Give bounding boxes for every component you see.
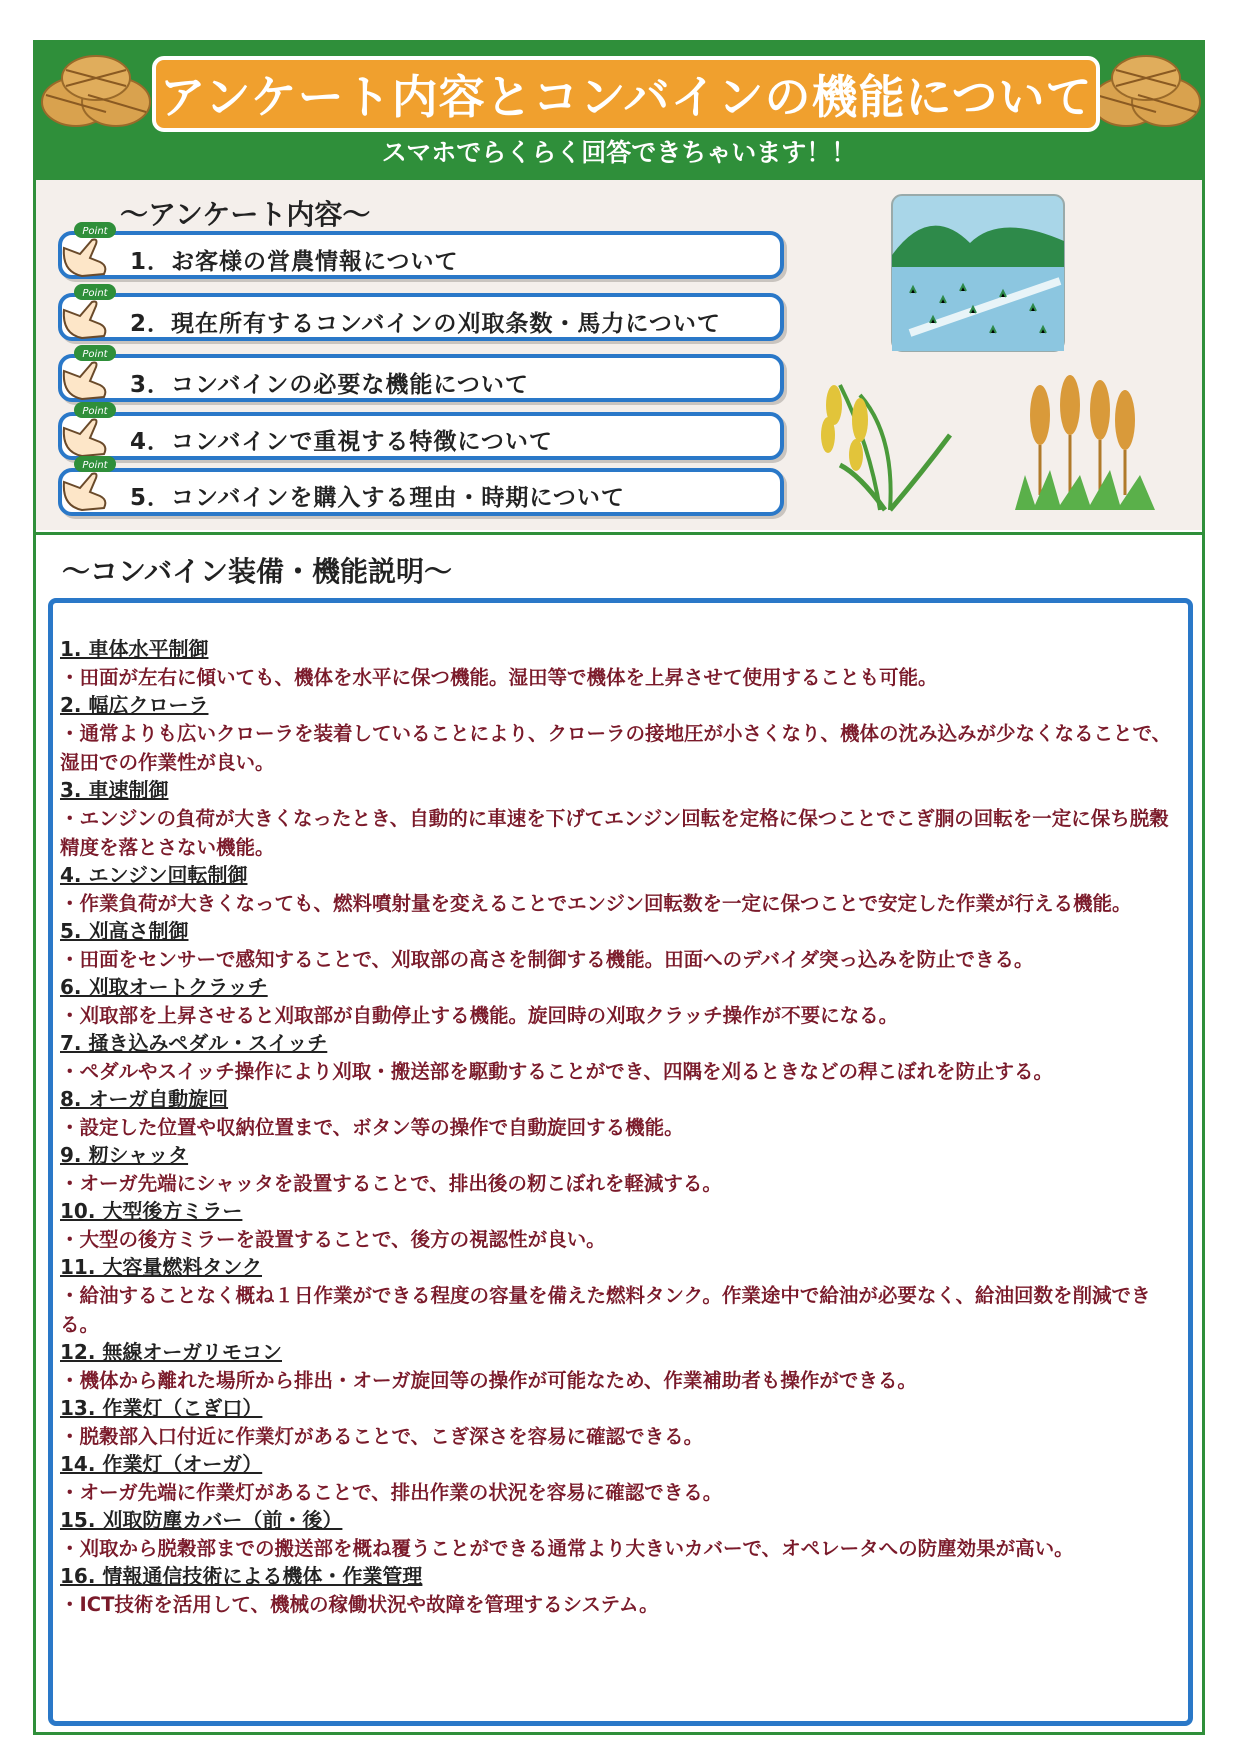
feature-title: 16. 情報通信技術による機体・作業管理 — [60, 1564, 423, 1588]
feature-title: 6. 刈取オートクラッチ — [60, 975, 268, 999]
survey-item-2: 2．現在所有するコンバインの刈取条数・馬力について — [130, 311, 721, 337]
feature-title: 7. 掻き込みペダル・スイッチ — [60, 1031, 328, 1055]
feature-description: ・田面が左右に傾いても、機体を水平に保つ機能。湿田等で機体を上昇させて使用することも可能。 — [60, 666, 938, 689]
svg-text:Point: Point — [82, 288, 108, 299]
feature-title: 8. オーガ自動旋回 — [60, 1087, 229, 1111]
hay-bale-right-illustration — [1086, 50, 1206, 130]
feature-description: ・田面をセンサーで感知することで、刈取部の高さを制御する機能。田面へのデバイダ突っ込みを防止できる。 — [60, 948, 1034, 971]
point-hand-icon — [54, 452, 124, 514]
feature-item — [60, 1198, 1180, 1254]
title-box — [152, 56, 1100, 132]
feature-description: ・刈取から脱穀部までの搬送部を概ね覆うことができる通常より大きいカバーで、オペレータへの防塵効果が高い。 — [60, 1537, 1074, 1560]
feature-description: ・脱穀部入口付近に作業灯があることで、こぎ深さを容易に確認できる。 — [60, 1425, 704, 1448]
feature-description: ・ICT技術を活用して、機械の稼働状況や故障を管理するシステム。 — [60, 1593, 659, 1616]
feature-title: 12. 無線オーガリモコン — [60, 1340, 282, 1364]
feature-item — [60, 1086, 1180, 1142]
feature-item — [60, 1395, 1180, 1451]
svg-text:Point: Point — [82, 406, 108, 417]
rice-plant-illustration — [800, 365, 970, 515]
wheat-illustration — [1010, 365, 1160, 515]
survey-item-1: 1．お客様の営農情報について — [130, 249, 459, 275]
svg-text:Point: Point — [82, 460, 108, 471]
feature-title: 5. 刈高さ制御 — [60, 919, 189, 943]
feature-item — [60, 974, 1180, 1030]
feature-item — [60, 1142, 1180, 1198]
svg-text:Point: Point — [82, 349, 108, 360]
survey-item-4: 4．コンバインで重視する特徴について — [130, 429, 553, 455]
feature-item — [60, 1451, 1180, 1507]
rice-paddy-illustration — [890, 193, 1066, 353]
feature-title: 13. 作業灯（こぎ口） — [60, 1396, 263, 1420]
svg-text:Point: Point — [82, 226, 108, 237]
feature-description: ・設定した位置や収納位置まで、ボタン等の操作で自動旋回する機能。 — [60, 1116, 684, 1139]
page-subtitle: スマホでらくらく回答できちゃいます！！ — [381, 138, 857, 167]
feature-description: ・通常よりも広いクローラを装着していることにより、クローラの接地圧が小さくなり、機体の沈み込みが少なくなることで、湿田での作業性が良い。 — [60, 722, 1172, 774]
feature-description: ・ペダルやスイッチ操作により刈取・搬送部を駆動することができ、四隅を刈るときなどの稈こぼれを防止する。 — [60, 1060, 1053, 1083]
feature-title: 4. エンジン回転制御 — [60, 863, 248, 887]
feature-title: 1. 車体水平制御 — [60, 637, 209, 661]
feature-title: 9. 籾シャッタ — [60, 1143, 189, 1167]
survey-item-5: 5．コンバインを購入する理由・時期について — [130, 485, 625, 511]
feature-title: 10. 大型後方ミラー — [60, 1199, 243, 1223]
features-list — [60, 636, 1180, 1619]
feature-item — [60, 862, 1180, 918]
feature-title: 15. 刈取防塵カバー（前・後） — [60, 1508, 343, 1532]
feature-title: 3. 車速制御 — [60, 778, 169, 802]
feature-item — [60, 1563, 1180, 1619]
point-hand-icon — [54, 398, 124, 460]
feature-item — [60, 636, 1180, 692]
point-hand-icon — [54, 341, 124, 403]
feature-item — [60, 1507, 1180, 1563]
feature-title: 11. 大容量燃料タンク — [60, 1255, 262, 1279]
section-divider — [36, 532, 1202, 535]
feature-description: ・オーガ先端に作業灯があることで、排出作業の状況を容易に確認できる。 — [60, 1481, 723, 1504]
hay-bale-left-illustration — [36, 50, 156, 130]
feature-item — [60, 777, 1180, 862]
feature-title: 2. 幅広クローラ — [60, 693, 209, 717]
feature-item — [60, 1030, 1180, 1086]
feature-title: 14. 作業灯（オーガ） — [60, 1452, 263, 1476]
features-heading: ～コンバイン装備・機能説明～ — [62, 555, 453, 588]
survey-item-3: 3．コンバインの必要な機能について — [130, 372, 529, 398]
feature-description: ・刈取部を上昇させると刈取部が自動停止する機能。旋回時の刈取クラッチ操作が不要になる。 — [60, 1004, 899, 1027]
feature-description: ・給油することなく概ね１日作業ができる程度の容量を備えた燃料タンク。作業途中で給油が必要なく、給油回数を削減できる。 — [60, 1284, 1151, 1336]
feature-description: ・作業負荷が大きくなっても、燃料噴射量を変えることでエンジン回転数を一定に保つことで安定した作業が行える機能。 — [60, 892, 1132, 915]
page-title: アンケート内容とコンバインの機能について — [159, 70, 1093, 124]
survey-heading: ～アンケート内容～ — [120, 198, 371, 231]
feature-item — [60, 1254, 1180, 1339]
feature-description: ・エンジンの負荷が大きくなったとき、自動的に車速を下げてエンジン回転を定格に保つことでこぎ胴の回転を一定に保ち脱穀精度を落とさない機能。 — [60, 807, 1169, 859]
feature-item — [60, 1339, 1180, 1395]
point-hand-icon — [54, 280, 124, 342]
point-hand-icon — [54, 218, 124, 280]
feature-description: ・オーガ先端にシャッタを設置することで、排出後の籾こぼれを軽減する。 — [60, 1172, 722, 1195]
feature-item — [60, 692, 1180, 777]
feature-description: ・大型の後方ミラーを設置することで、後方の視認性が良い。 — [60, 1228, 606, 1251]
feature-description: ・機体から離れた場所から排出・オーガ旋回等の操作が可能なため、作業補助者も操作ができる。 — [60, 1369, 917, 1392]
feature-item — [60, 918, 1180, 974]
